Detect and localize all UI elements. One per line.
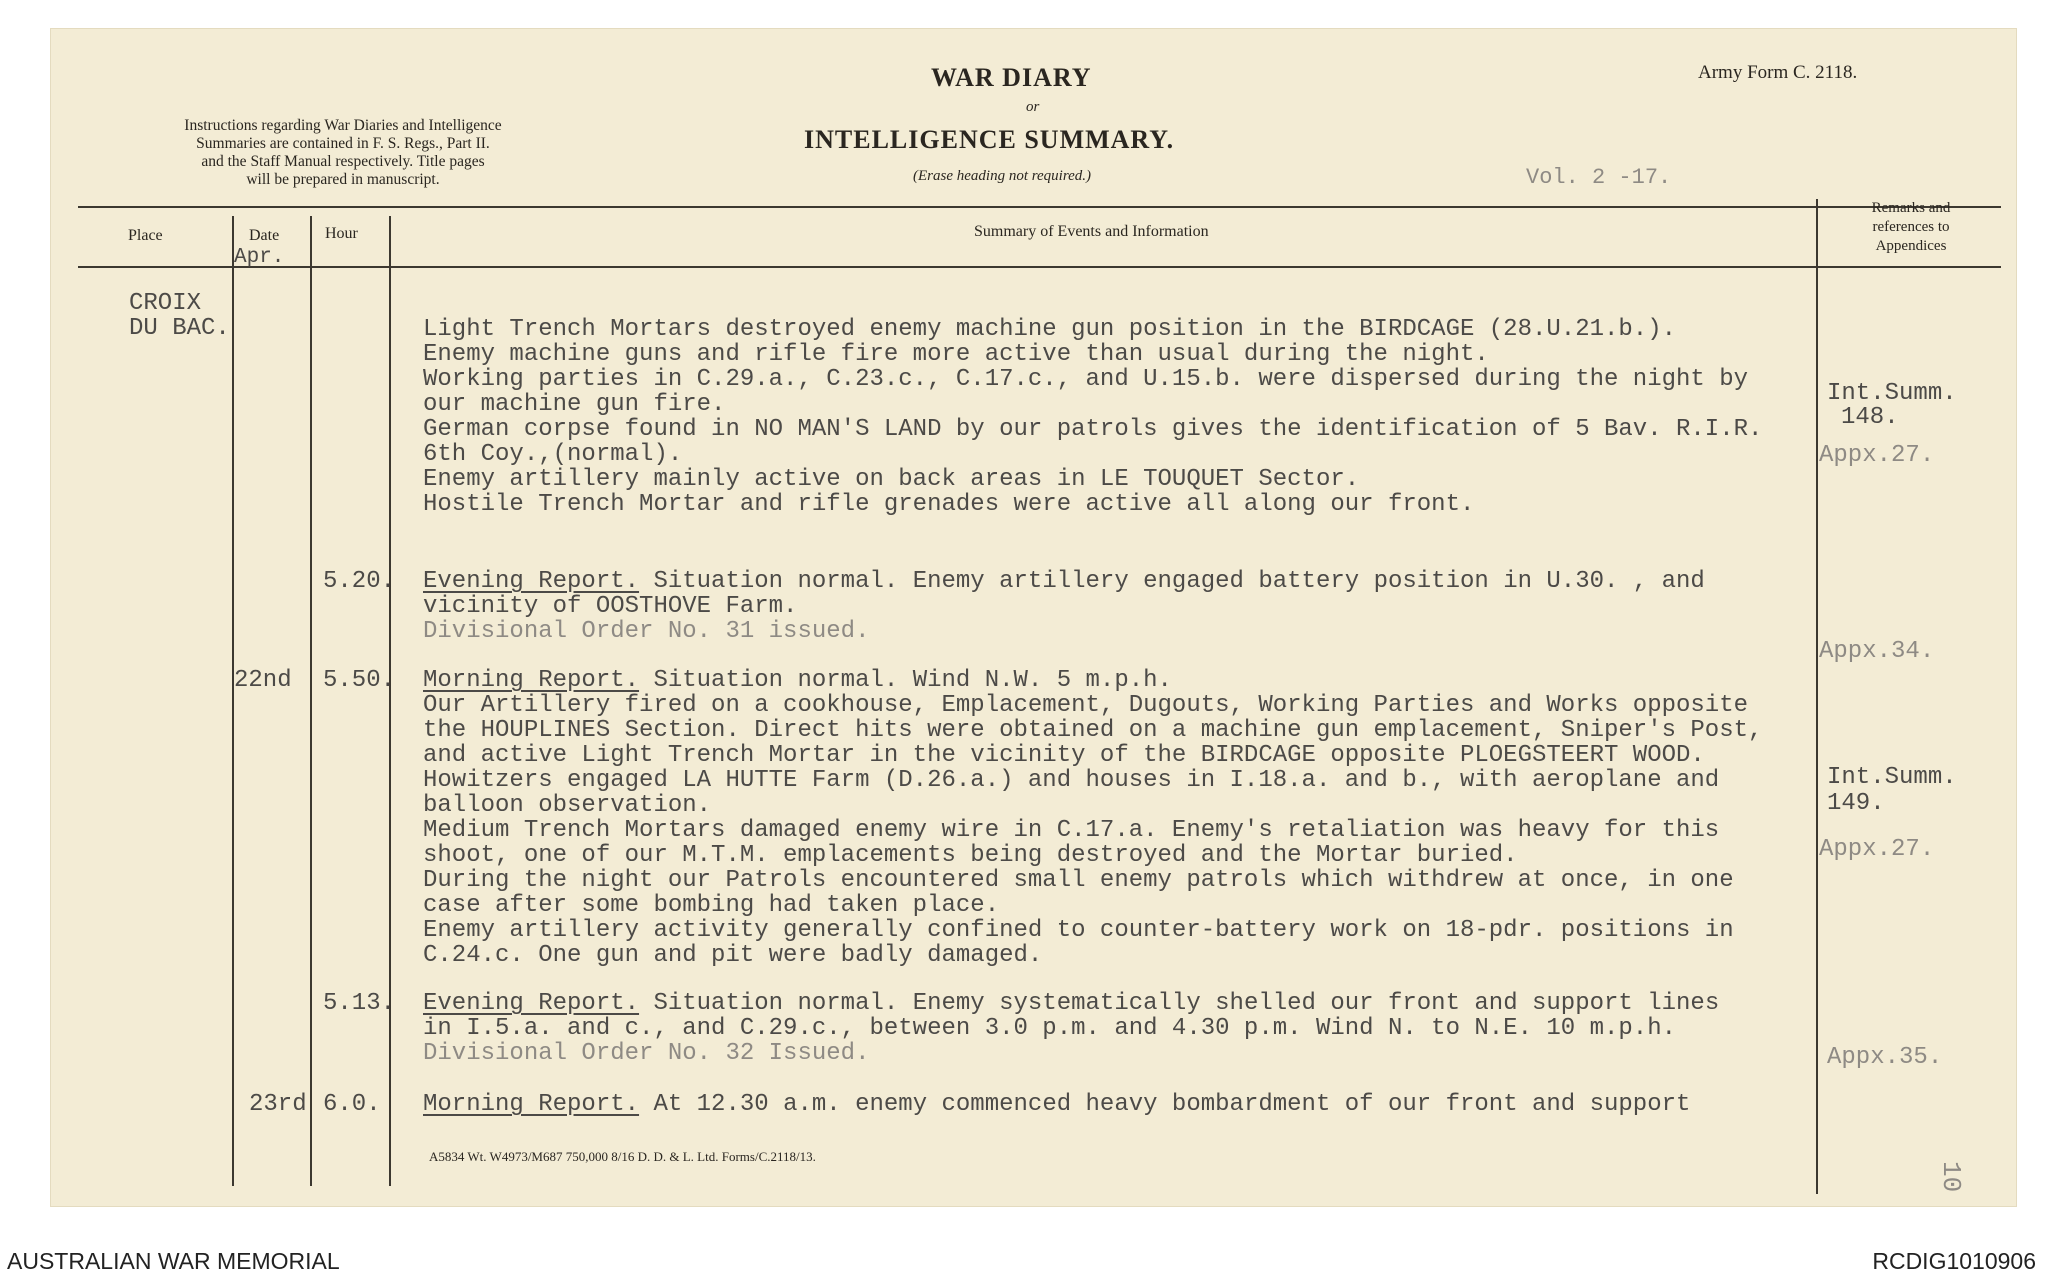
entry-line: German corpse found in NO MAN'S LAND by our patrols gives the identification of 5 Bav. R.I.R. — [423, 416, 1763, 443]
remark: Appx.35. — [1827, 1044, 1943, 1071]
erase-note: (Erase heading not required.) — [913, 168, 1092, 184]
diary-entry — [423, 1092, 1690, 1117]
remark: Appx.34. — [1819, 638, 1935, 665]
page-number: 10 — [1936, 1161, 1966, 1193]
table-top-rule — [78, 206, 2001, 208]
entry-line: Working parties in C.29.a., C.23.c., C.17.c., and U.15.b. were dispersed during the night by — [423, 366, 1749, 393]
entry-line: Medium Trench Mortars damaged enemy wire in C.17.a. Enemy's retaliation was heavy for this — [423, 817, 1720, 844]
diary-entry — [423, 569, 1705, 644]
entry-line: case after some bombing had taken place. — [423, 892, 1000, 919]
entry-date: 22nd — [234, 667, 292, 694]
diary-sheet — [50, 28, 2017, 1207]
archive-credit: AUSTRALIAN WAR MEMORIAL — [7, 1248, 340, 1274]
entry-heading: Evening Report. — [423, 568, 640, 595]
remark: Int.Summ. — [1827, 764, 1957, 791]
diary-entry — [423, 991, 1719, 1066]
entry-line: our machine gun fire. — [423, 391, 726, 418]
volume-number: Vol. 2 -17. — [1526, 165, 1672, 190]
instructions-line: Instructions regarding War Diaries and Intelligence — [184, 117, 502, 134]
form-title-or: or — [1026, 99, 1040, 115]
entry-line: Enemy artillery activity generally confined to counter-battery work on 18-pdr. positions in — [423, 917, 1734, 944]
archive-reference: RCDIG1010906 — [1872, 1248, 2036, 1274]
entry-heading: Evening Report. — [423, 990, 640, 1017]
entry-faint-line: Divisional Order No. 31 issued. — [423, 618, 870, 645]
entry-line: 6th Coy.,(normal). — [423, 441, 683, 468]
entry-line: in I.5.a. and c., and C.29.c., between 3.0 p.m. and 4.30 p.m. Wind N. to N.E. 10 m.p.h. — [423, 1015, 1677, 1042]
entry-line: Enemy machine guns and rifle fire more active than usual during the night. — [423, 341, 1489, 368]
entry-line: shoot, one of our M.T.M. emplacements being destroyed and the Mortar buried. — [423, 842, 1518, 869]
diary-entry — [423, 317, 1762, 517]
entry-line: Light Trench Mortars destroyed enemy machine gun position in the BIRDCAGE (28.U.21.b.). — [423, 316, 1677, 343]
remarks-header-line: references to — [1872, 219, 1950, 235]
column-header-summary: Summary of Events and Information — [974, 223, 1209, 240]
entry-line: At 12.30 a.m. enemy commenced heavy bombardment of our front and support — [639, 1091, 1691, 1118]
entry-line: Hostile Trench Mortar and rifle grenades were active all along our front. — [423, 491, 1475, 518]
entry-line: balloon observation. — [423, 792, 712, 819]
column-header-month: Apr. — [234, 246, 285, 269]
remark: Int.Summ. — [1827, 380, 1957, 407]
entry-heading: Morning Report. — [423, 667, 640, 694]
column-divider-remarks — [1816, 199, 1818, 1194]
form-title: WAR DIARY — [931, 63, 1092, 92]
entry-line: C.24.c. One gun and pit were badly damaged. — [423, 942, 1043, 969]
column-divider-place — [232, 216, 234, 1186]
remark: Appx.27. — [1819, 442, 1935, 469]
entry-date: 23rd — [249, 1091, 307, 1118]
entry-line: During the night our Patrols encountered small enemy patrols which withdrew at once, in one — [423, 867, 1734, 894]
form-subtitle: INTELLIGENCE SUMMARY. — [804, 125, 1175, 154]
place-line: DU BAC. — [129, 315, 230, 342]
instructions-line: and the Staff Manual respectively. Title pages — [201, 153, 485, 170]
remark: Appx.27. — [1819, 836, 1935, 863]
column-header-date: Date — [249, 227, 280, 244]
column-header-place: Place — [128, 227, 163, 244]
remarks-header-line: Remarks and — [1871, 200, 1951, 216]
entry-hour: 5.13. — [323, 990, 396, 1017]
column-header-hour: Hour — [325, 225, 358, 242]
army-form-number: Army Form C. 2118. — [1698, 62, 1858, 83]
entry-line: and active Light Trench Mortar in the vicinity of the BIRDCAGE opposite PLOEGSTEERT WOOD. — [423, 742, 1705, 769]
entry-line: Enemy artillery mainly active on back areas in LE TOUQUET Sector. — [423, 466, 1360, 493]
entry-line: Situation normal. Enemy systematically shelled our front and support lines — [639, 990, 1720, 1017]
column-divider-date — [310, 216, 312, 1186]
instructions-line: Summaries are contained in F. S. Regs., Part II. — [196, 135, 490, 152]
entry-hour: 5.50. — [323, 667, 396, 694]
place-name — [129, 291, 230, 341]
diary-entry — [423, 668, 1762, 968]
entry-line: Our Artillery fired on a cookhouse, Emplacement, Dugouts, Working Parties and Works opposite — [423, 692, 1749, 719]
entry-line: the HOUPLINES Section. Direct hits were obtained on a machine gun emplacement, Sniper's Post, — [423, 717, 1763, 744]
entry-heading: Morning Report. — [423, 1091, 640, 1118]
remark: 149. — [1827, 790, 1885, 817]
entry-line: Howitzers engaged LA HUTTE Farm (D.26.a.) and houses in I.18.a. and b., with aeroplane and — [423, 767, 1720, 794]
table-header-rule — [78, 266, 2001, 268]
entry-faint-line: Divisional Order No. 32 Issued. — [423, 1040, 870, 1067]
entry-line: vicinity of OOSTHOVE Farm. — [423, 593, 798, 620]
printer-line: A5834 Wt. W4973/M687 750,000 8/16 D. D. & L. Ltd. Forms/C.2118/13. — [429, 1149, 816, 1164]
place-line: CROIX — [129, 290, 202, 317]
column-divider-hour — [389, 216, 391, 1186]
entry-line: Situation normal. Enemy artillery engaged battery position in U.30. , and — [639, 568, 1705, 595]
column-header-remarks — [1821, 199, 2001, 256]
remark: 148. — [1841, 404, 1899, 431]
instructions-block — [123, 117, 563, 189]
entry-line: Situation normal. Wind N.W. 5 m.p.h. — [639, 667, 1172, 694]
remarks-header-line: Appendices — [1875, 238, 1947, 254]
instructions-line: will be prepared in manuscript. — [246, 171, 440, 188]
entry-hour: 5.20. — [323, 568, 396, 595]
entry-hour: 6.0. — [323, 1091, 381, 1118]
